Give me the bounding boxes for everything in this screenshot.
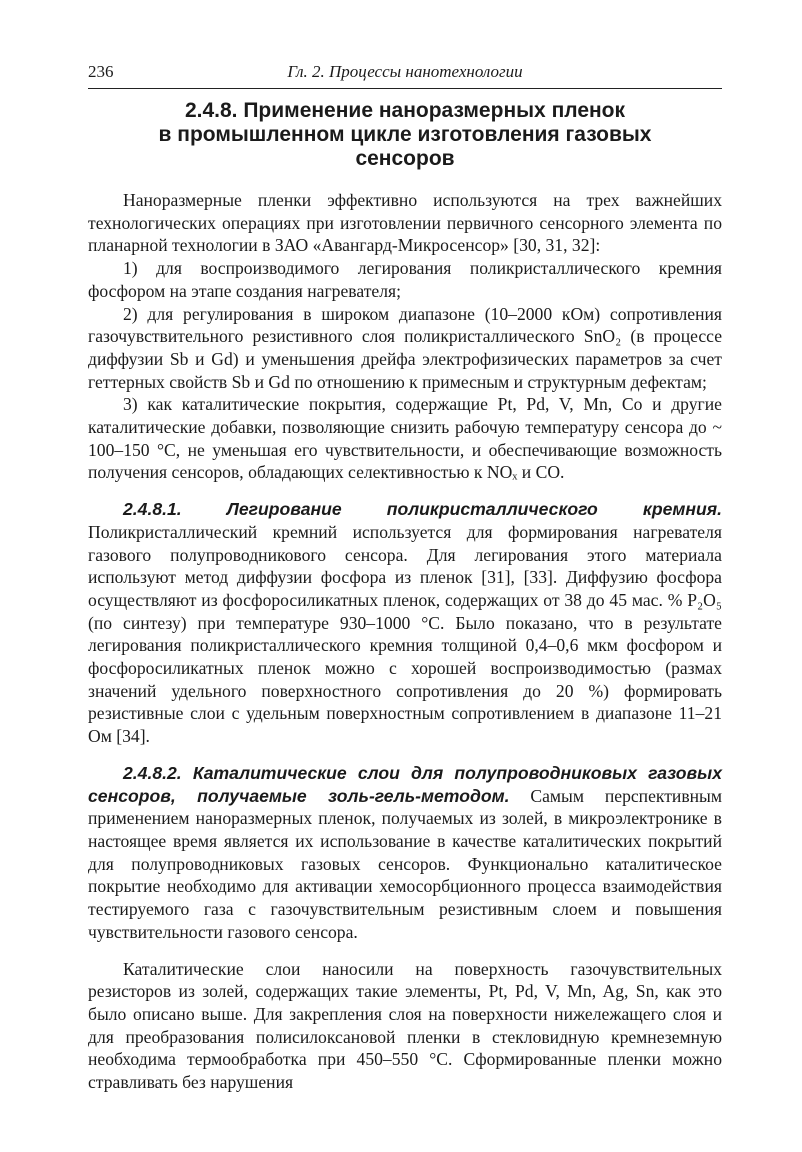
list-item-1: 1) для воспроизводимого легирования поликристаллического кремния фосфором на этапе создания нагревателя;	[88, 258, 722, 301]
intro-paragraph: Наноразмерные пленки эффективно используются на трех важнейших технологических операциях при изготовлении первичного сенсорного элемента по планарной технологии в ЗАО «Авангард-Микросенсор» [30, 31, 32]:	[88, 190, 722, 256]
body-text	[88, 189, 722, 1094]
section-title-line: 2.4.8. Применение наноразмерных пленок	[184, 99, 626, 122]
list-item-2: 2) для регулирования в широком диапазоне (10–2000 кОм) сопротивления газочувствительного резистивного слоя поликристаллического SnO₂ (в процессе диффузии Sb и Gd) и уменьшения дрейфа электрофизических параметров за счет геттерных свойств Sb и Gd по отношению к примесным и структурным дефектам;	[88, 303, 722, 392]
section-title	[88, 99, 722, 171]
page-number: 236	[88, 62, 114, 81]
subsection-text: Самым перспективным применением наноразмерных пленок, получаемых из золей, в микроэлектронике в настоящее время является их использование в качестве каталитических покрытий для полупроводниковых газовых сенсоров. Функционально каталитическое покрытие необходимо для активации хемосорбционного процесса взаимодействия тестируемого газа с газочувствительным резистивным слоем и повышения чувствительности газового сенсора.	[88, 785, 722, 942]
section-title-line: сенсоров	[355, 147, 455, 170]
book-page	[88, 62, 722, 1094]
section-title-line: в промышленном цикле изготовления газовых	[158, 123, 652, 146]
subsection-heading: 2.4.8.1. Легирование поликристаллического кремния.	[123, 499, 722, 520]
chapter-title: Гл. 2. Процессы нанотехнологии	[287, 62, 523, 81]
list-item-3: 3) как каталитические покрытия, содержащие Pt, Pd, V, Mn, Co и другие каталитические добавки, позволяющие снизить рабочую температуру сенсора до ~ 100–150 °C, не уменьшая его чувствительности, и обеспечивающие возможность получения сенсоров, обладающих селективностью к NOₓ и CO.	[88, 394, 722, 483]
running-header	[88, 62, 722, 89]
subsection-heading: 2.4.8.2. Каталитические слои для полупроводниковых газовых сенсоров, получаемые золь-гель-методом.	[88, 762, 722, 806]
subsection-2481	[88, 498, 722, 748]
subsection-text: Поликристаллический кремний используется для формирования нагревателя газового полупроводникового сенсора. Для легирования этого материала используют метод диффузии фосфора из пленок [31], [33]. Диффузию фосфора осуществляют из фосфоросиликатных пленок, содержащих от 38 до 45 мас. % P₂O₅ (по синтезу) при температуре 930–1000 °C. Было показано, что в результате легирования поликристаллического кремния толщиной 0,4–0,6 мкм фосфором и фосфоросиликатных пленок можно с хорошей воспроизводимостью (размах значений удельного поверхностного сопротивления до 20 %) формировать резистивные слои с удельным поверхностным сопротивлением в диапазоне 11–21 Ом [34].	[88, 521, 722, 747]
subsection-2482	[88, 762, 722, 944]
paragraph-catalytic-layers: Каталитические слои наносили на поверхность газочувствительных резисторов из золей, содержащих такие элементы, Pt, Pd, V, Mn, Ag, Sn, как это было описано выше. Для закрепления слоя на поверхности нижележащего слоя и для преобразования полисилоксановой пленки в стекловидную кремнеземную необходима термообработка при 450–550 °C. Сформированные пленки можно стравливать без нарушения	[88, 958, 722, 1093]
